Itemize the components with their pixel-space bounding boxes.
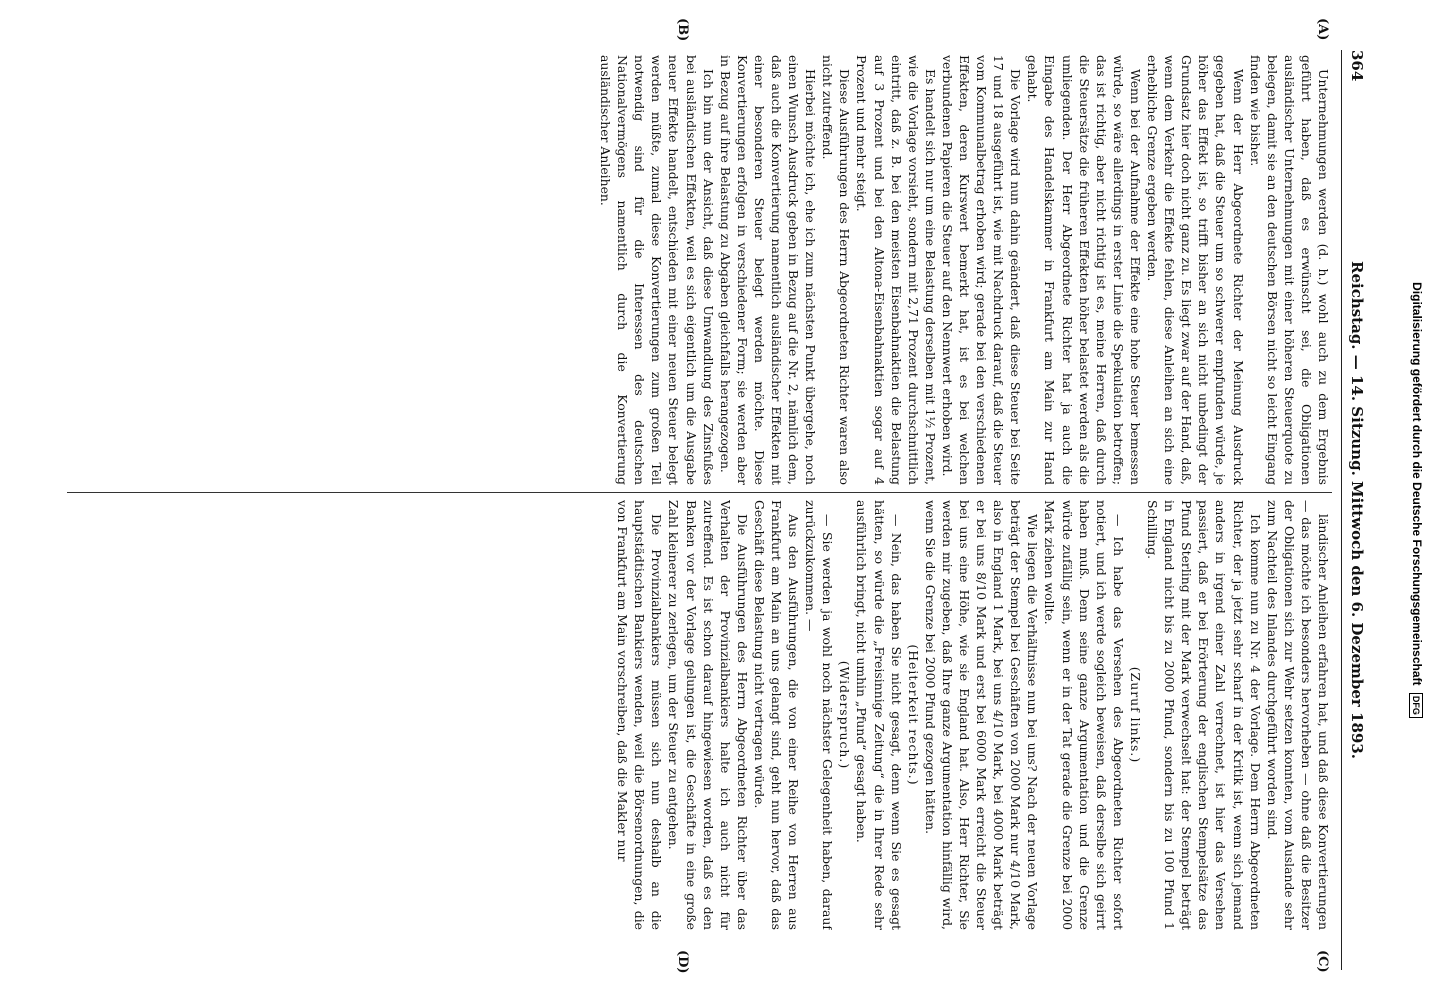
paragraph: Diese Ausführungen des Herrn Abgeordneten Richter waren also nicht zutreffend. (820, 55, 853, 485)
paragraph: Aus den Ausführungen, die von einer Reihe von Herren aus Frankfurt am Main an uns gelangt sind, geht nun hervor, daß das Geschäft diese Belastung nicht vertragen würde. (751, 500, 802, 930)
text-column-right (72, 500, 1332, 930)
paragraph: Wenn der Herr Abgeordnete Richter der Meinung Ausdruck gegeben hat, daß die Steuer um so schwerer empfunden würde, je höher das Effekt ist, so trifft bisher an sich nicht unbedingt der Grundsatz hier doch nicht ganz zu. Es liegt zwar auf der Hand, daß, wenn dem Verkehr die Effekte fehlen, diese Anleihen an sich eine erhebliche Grenze ergeben werden. (1145, 55, 1246, 485)
paragraph: — Nein, das haben Sie nicht gesagt, denn wenn Sie es gesagt hätten, so würde die „Freisinnige Zeitung“ die in Ihrer Rede sehr ausführlich bringt, nicht umhin „Pfund“ gesagt haben. (854, 500, 904, 930)
dfg-logo: DFG (1409, 693, 1423, 718)
page-number: 364 (1348, 50, 1366, 82)
margin-mark-a: (A) (1315, 18, 1330, 41)
margin-mark-c: (C) (1315, 950, 1330, 973)
paragraph: — Ich habe das Versehen des Abgeordneten Richter sofort notiert, und ich werde sogleich beweisen, daß derselbe sich geirrt haben muß. Denn seine ganze Argumentation und die Grenze würde zufällig sein, wenn er in der Tat gerade die Grenze bei 2000 Mark ziehen wollte. (1042, 500, 1126, 930)
paragraph: Die Ausführungen des Herrn Abgeordneten Richter über das Verhalten der Provinzialbankiers halte ich auch nicht für zutreffend. Es ist schon darauf hingewiesen worden, daß es den Banken vor der Vorlage gelungen ist, die Geschäfte in eine große Zahl kleinerer zu zerlegen, um der Steuer zu entgehen. (666, 500, 750, 930)
paragraph: ländischer Anleihen erfahren hat, und daß diese Konvertierungen — das möchte ich besonders hervorheben — ohne daß die Besitzer der Obligationen sich zur Wehr setzen konnten, vom Auslande sehr zum Nachteil des Inlandes durchgeführt worden sind. (1264, 500, 1331, 930)
paragraph: Unternehmungen werden (d. h.) wohl auch zu dem Ergebnis geführt haben, daß es erwünscht sei, die Obligationen ausländischer Unternehmungen mit einer höheren Steuerquote zu belegen, damit sie an den deutschen Börsen nicht so leicht Eingang finden wie bisher. (1247, 55, 1331, 485)
paragraph: Ich komme nun zu Nr. 4 der Vorlage. Dem Herrn Abgeordneten Richter, der ja jetzt sehr scharf in der Kritik ist, wenn sich jemand anders in irgend einer Zahl verrechnet, ist hier das Versehen passiert, daß er bei Erörterung der englischen Stempelsätze das Pfund Sterling mit der Mark verwechselt hat: der Stempel beträgt in England nicht bis zu 2000 Pfund, sondern bis zu 100 Pfund 1 Schilling. (1145, 500, 1263, 930)
paragraph: Hierbei möchte ich, ehe ich zum nächsten Punkt übergehe, noch einen Wunsch Ausdruck geben in Bezug auf die Nr. 2, nämlich dem, daß auch die Konvertierung namentlich ausländischer Effekten mit einer besonderen Steuer belegt werden möchte. Diese Konvertierungen erfolgen in verschiedener Form; sie werden aber in Bezug auf ihre Belastung zu Abgaben gleichfalls herangezogen. (717, 55, 819, 485)
paragraph: — Sie werden ja wohl noch nächster Gelegenheit haben, darauf zurückzukommen. — (803, 500, 836, 930)
paragraph: Ich bin nun der Ansicht, daß diese Umwandlung des Zinsfußes bei ausländischen Effekten, weil es sich eigentlich um die Ausgabe neuer Effekte handelt, entschieden mit einer neuen Steuer belegt werden müßte, zumal diese Konvertierungen zum großen Teil notwendig sind für die Interessen des deutschen Nationalvermögens namentlich durch die Konvertierung ausländischer Anleihen. (598, 55, 716, 485)
column-divider (67, 492, 1332, 493)
footer-strip (1392, 0, 1432, 1000)
page-header (1341, 50, 1372, 970)
paragraph: Es handelt sich nur um eine Belastung derselben mit 1½ Prozent, wie die Vorlage vorsieht, sondern mit 2,71 Prozent durchschnittlich eintritt, daß z. B. bei den meisten Eisenbahnaktien die Belastung auf 3 Prozent und bei den Altona-Eisenbahnaktien sogar auf 4 Prozent und mehr steigt. (854, 55, 938, 485)
paragraph: Wenn bei der Aufnahme der Effekte eine hohe Steuer bemessen würde, so wäre allerdings in erster Linie die Spekulation betroffen; das ist richtig, aber nicht richtig ist es, meine Herren, daß durch die Steuersätze die früheren Effekten höher belastet werden als die umliegenden. Der Herr Abgeordnete Richter hat ja auch die Eingabe des Handelskammer in Frankfurt am Main zur Hand gehabt. (1025, 55, 1143, 485)
margin-mark-b: (B) (675, 18, 690, 42)
interjection: (Zuruf links.) (1127, 666, 1143, 764)
paragraph: Die Provinzialbankiers müssen sich nun deshalb an die hauptstädtischen Bankiers wenden, weil die Börsenordnungen, die von Frankfurt am Main vorschreiben, daß die Makler nur (615, 500, 665, 930)
credit-text: Digitalisierung gefördert durch die Deutsche Forschungsgemeinschaft (1410, 282, 1424, 686)
text-column-left (72, 55, 1332, 485)
interjection: (Heiterkeit rechts.) (905, 644, 921, 786)
margin-mark-d: (D) (675, 950, 690, 974)
paragraph: Die Vorlage wird nun dahin geändert, daß diese Steuer bei Seite 17 und 18 ausgeführt ist, wie mit Nachdruck darauf, daß die Steuer vom Kommunalbetrag erhoben wird; gerade bei den verschiedenen Effekten, deren Kurswert bemerkt hat, ist es bei welchen verbundenen Papieren die Steuer auf den Nennwert erhoben wird. (939, 55, 1024, 485)
digitization-credit (1400, 0, 1424, 1000)
interjection: (Widerspruch.) (837, 660, 853, 770)
running-title: Reichstag. — 14. Sitzung. Mittwoch den 6. Dezember 1893. (1348, 260, 1366, 760)
paragraph: Wie liegen die Verhältnisse nun bei uns? Nach der neuen Vorlage beträgt der Stempel bei Geschäften von 2000 Mark nur 4/10 Mark, also in England 1 Mark, bei uns 4/10 Mark, bei 4000 Mark beträgt er bei uns 8/10 Mark und erst bei 6000 Mark erreicht die Steuer bei uns eine Höhe, wie sie England hat. Also, Herr Richter, Sie werden mir zugeben, daß Ihre ganze Argumentation hinfällig wird, wenn Sie die Grenze bei 2000 Pfund gezogen hätten. (922, 500, 1041, 930)
